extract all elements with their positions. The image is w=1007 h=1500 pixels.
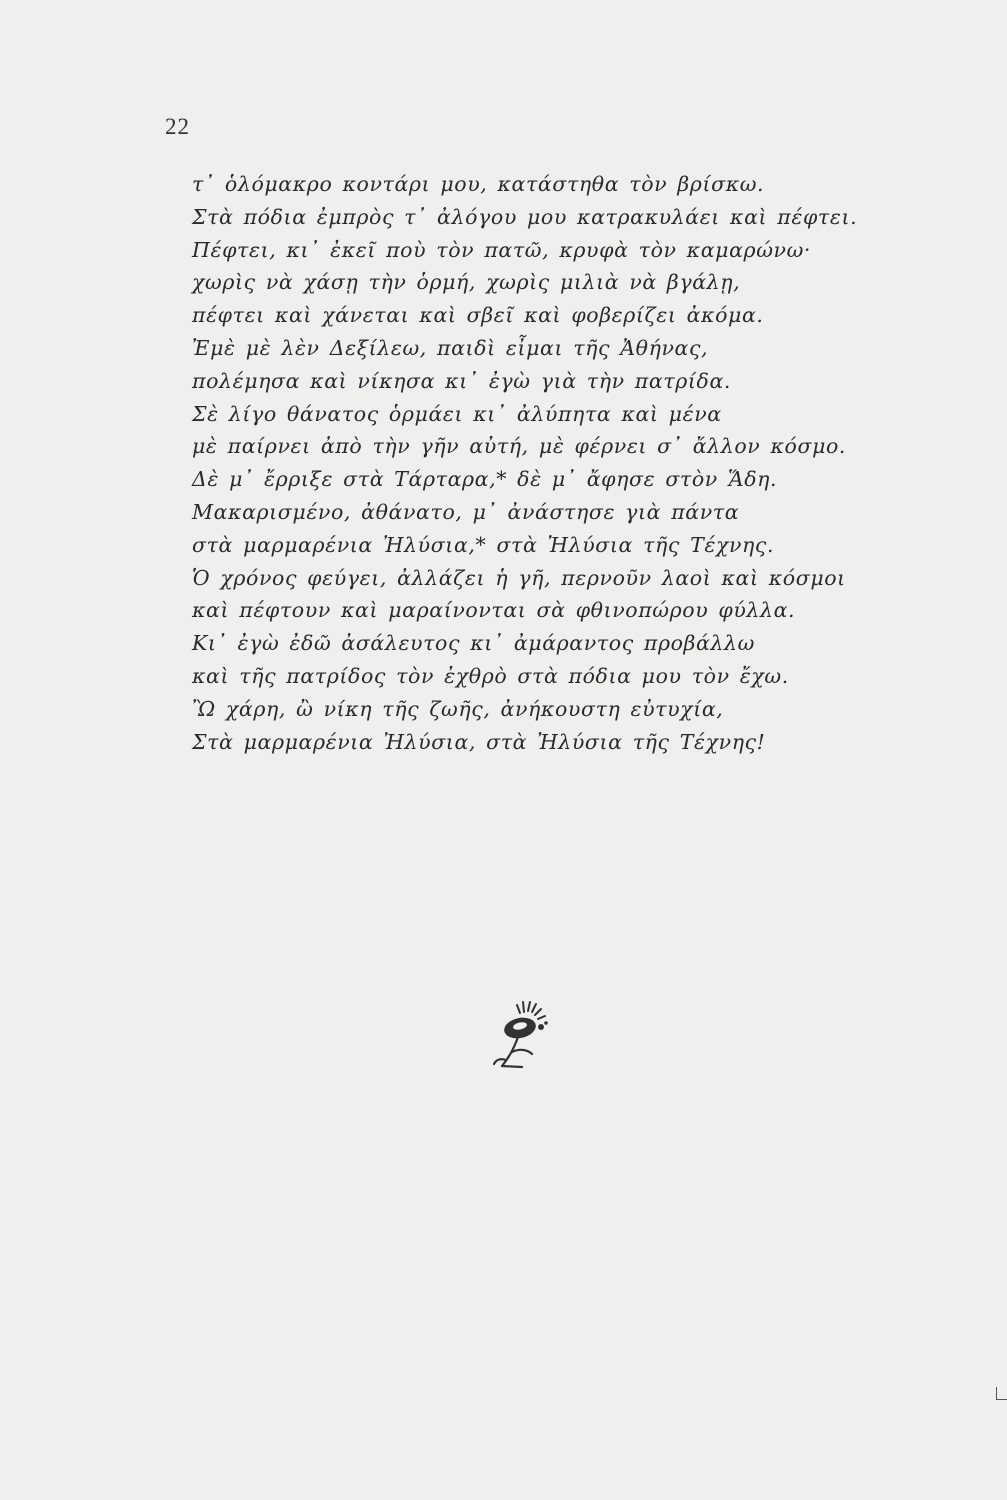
poem-text (192, 168, 872, 758)
poem-line-9: μὲ παίρνει ἀπὸ τὴν γῆν αὐτή, μὲ φέρνει σ᾽ ἄλλον κόσμο. (192, 434, 847, 459)
poem-line-17: Ὢ χάρη, ὢ νίκη τῆς ζωῆς, ἀνήκουστη εὐτυχία, (192, 696, 724, 721)
poem-line-16: καὶ τῆς πατρίδος τὸν ἐχθρὸ στὰ πόδια μου τὸν ἔχω. (192, 663, 789, 688)
poem-line-14: καὶ πέφτουν καὶ μαραίνονται σὰ φθινοπώρου φύλλα. (192, 598, 796, 623)
poem-line-8: Σὲ λίγο θάνατος ὁρμάει κι᾽ ἀλύπητα καὶ μένα (192, 401, 722, 426)
poem-line-1: τ᾽ ὁλόμακρο κοντάρι μου, κατάστηθα τὸν βρίσκω. (192, 172, 765, 196)
flower-vignette-icon (490, 1000, 560, 1072)
poem-line-2: Στὰ πόδια ἐμπρὸς τ᾽ ἀλόγου μου κατρακυλάει καὶ πέφτει. (192, 204, 858, 229)
poem-line-4: χωρὶς νὰ χάσῃ τὴν ὁρμή, χωρὶς μιλιὰ νὰ βγάλῃ, (192, 270, 741, 295)
poem-line-15: Κι᾽ ἐγὼ ἐδῶ ἀσάλευτος κι᾽ ἀμάραντος προβάλλω (192, 631, 755, 656)
poem-line-13: Ὁ χρόνος φεύγει, ἀλλάζει ἡ γῆ, περνοῦν λαοὶ καὶ κόσμοι (192, 565, 846, 590)
poem-line-11: Μακαρισμένο, ἀθάνατο, μ᾽ ἀνάστησε γιὰ πάντα (192, 499, 740, 524)
page-edge-mark (996, 1387, 1007, 1400)
poem-line-6: Ἐμὲ μὲ λὲν Δεξίλεω, παιδὶ εἶμαι τῆς Ἀθήνας, (192, 335, 709, 360)
poem-line-7: πολέμησα καὶ νίκησα κι᾽ ἐγὼ γιὰ τὴν πατρίδα. (192, 368, 732, 393)
page-number: 22 (165, 114, 190, 139)
poem-line-10: Δὲ μ᾽ ἔρριξε στὰ Τάρταρα,* δὲ μ᾽ ἄφησε στὸν Ἅδη. (192, 467, 778, 492)
poem-line-3: Πέφτει, κι᾽ ἐκεῖ ποὺ τὸν πατῶ, κρυφὰ τὸν καμαρώνω· (192, 237, 812, 262)
poem-line-18: Στὰ μαρμαρένια Ἠλύσια, στὰ Ἠλύσια τῆς Τέχνης! (192, 729, 766, 754)
poem-line-12: στὰ μαρμαρένια Ἠλύσια,* στὰ Ἠλύσια τῆς Τέχνης. (192, 532, 775, 557)
poem-line-5: πέφτει καὶ χάνεται καὶ σβεῖ καὶ φοβερίζει ἀκόμα. (192, 303, 764, 328)
